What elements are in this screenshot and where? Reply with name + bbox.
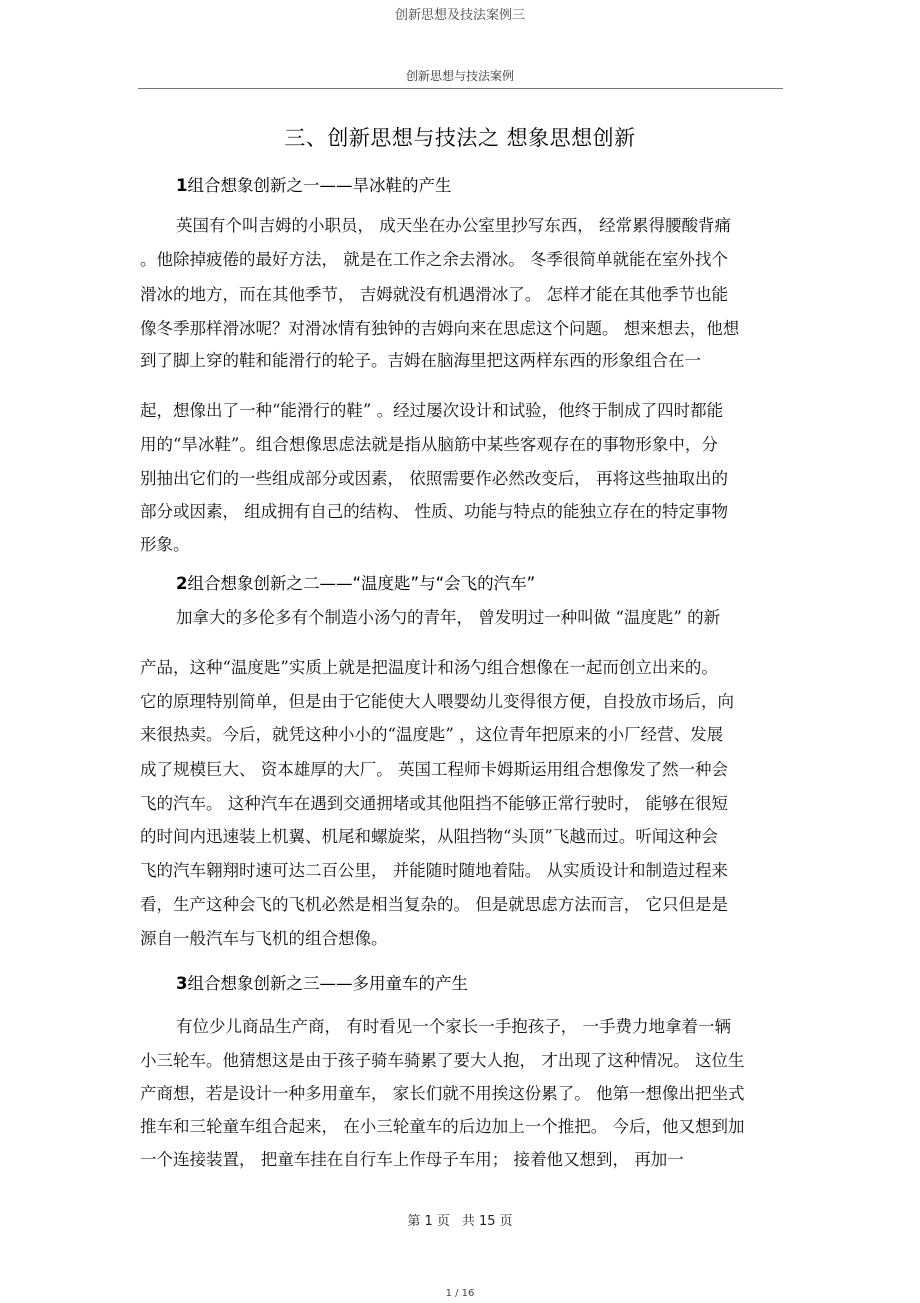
paragraph-line: 用的“旱冰鞋”。组合想像思虑法就是指从脑筋中某些客观存在的事物形象中，分	[140, 435, 718, 454]
paragraph-line: 到了脚上穿的鞋和能滑行的轮子。吉姆在脑海里把这两样东西的形象组合在一	[140, 351, 701, 370]
paragraph-line: 它的原理特别简单，但是由于它能使大人喂婴幼儿变得很方便，自投放市场后，向	[140, 692, 734, 711]
paragraph-line: 像冬季那样滑冰呢？对滑冰情有独钟的吉姆向来在思虑这个问题。 想来想去，他想	[140, 319, 740, 338]
paragraph-line: 产品，这种“温度匙”实质上就是把温度计和汤勺组合想像在一起而创立出来的。	[140, 658, 718, 677]
viewer-page-counter: 1 / 16	[445, 1288, 475, 1299]
section-title: 组合想象创新之一——旱冰鞋的产生	[187, 176, 452, 195]
paragraph-line: 小三轮车。他猜想这是由于孩子骑车骑累了要大人抱， 才出现了这种情况。 这位生	[140, 1051, 745, 1070]
paragraph-line: 的时间内迅速装上机翼、机尾和螺旋桨，从阻挡物“头顶”飞越而过。听闻这种会	[140, 827, 718, 846]
paragraph-line: 部分或因素， 组成拥有自己的结构、 性质、功能与特点的能独立存在的特定事物	[140, 502, 728, 521]
paragraph-line: 滑冰的地方，而在其他季节， 吉姆就没有机遇滑冰了。 怎样才能在其他季节也能	[140, 285, 728, 304]
page-footer	[0, 1210, 920, 1229]
paragraph-line: 来很热卖。今后，就凭这种小小的“温度匙” ，这位青年把原来的小厂经营、发展	[140, 725, 724, 744]
section-heading	[176, 570, 535, 594]
section-title: 组合想象创新之三——多用童车的产生	[187, 974, 468, 993]
section-number: 1	[176, 176, 188, 195]
section-heading	[176, 970, 468, 994]
paragraph-line: 产商想，若是设计一种多用童车， 家长们就不用挨这份累了。 他第一想像出把坐式	[140, 1084, 745, 1103]
document-title: 创新思想及技法案例三	[394, 8, 525, 23]
paragraph-line: 有位少儿商品生产商， 有时看见一个家长一手抱孩子， 一手费力地拿着一辆	[176, 1017, 731, 1036]
paragraph-line: 。他除掉疲倦的最好方法， 就是在工作之余去滑冰。 冬季很简单就能在室外找个	[140, 250, 728, 269]
running-header: 创新思想与技法案例	[405, 69, 514, 83]
paragraph-line: 飞的汽车翱翔时速可达二百公里， 并能随时随地着陆。 从实质设计和制造过程来	[140, 861, 728, 880]
chapter-title: 三、创新思想与技法之 想象思想创新	[284, 126, 636, 150]
section-heading	[176, 172, 451, 196]
paragraph-line: 源自一般汽车与飞机的组合想像。	[140, 929, 388, 948]
paragraph-line: 飞的汽车。 这种汽车在遇到交通拥堵或其他阻挡不能够正常行驶时， 能够在很短	[140, 794, 728, 813]
section-number: 3	[176, 974, 188, 993]
header-divider	[138, 88, 783, 89]
page-total: 共 15 页	[461, 1214, 513, 1229]
paragraph-line: 一个连接装置， 把童车挂在自行车上作母子车用； 接着他又想到， 再加一	[140, 1150, 684, 1169]
paragraph-line: 形象。	[140, 535, 190, 554]
paragraph-line: 英国有个叫吉姆的小职员， 成天坐在办公室里抄写东西， 经常累得腰酸背痛	[176, 216, 731, 235]
page-number: 第 1 页	[407, 1214, 450, 1229]
paragraph-line: 别抽出它们的一些组成部分或因素， 依照需要作必然改变后， 再将这些抽取出的	[140, 469, 728, 488]
paragraph-line: 起，想像出了一种“能滑行的鞋” 。经过屡次设计和试验，他终于制成了四时都能	[140, 401, 724, 420]
paragraph-line: 加拿大的多伦多有个制造小汤勺的青年， 曾发明过一种叫做 “温度匙” 的新	[176, 608, 721, 627]
paragraph-line: 推车和三轮童车组合起来， 在小三轮童车的后边加上一个推把。 今后，他又想到加	[140, 1117, 745, 1136]
paragraph-line: 看，生产这种会飞的飞机必然是相当复杂的。 但是就思虑方法而言， 它只但是是	[140, 895, 728, 914]
paragraph-line: 成了规模巨大、 资本雄厚的大厂。 英国工程师卡姆斯运用组合想像发了然一种会	[140, 760, 728, 779]
section-title: 组合想象创新之二——“温度匙”与“会飞的汽车”	[187, 574, 536, 593]
section-number: 2	[176, 574, 188, 593]
